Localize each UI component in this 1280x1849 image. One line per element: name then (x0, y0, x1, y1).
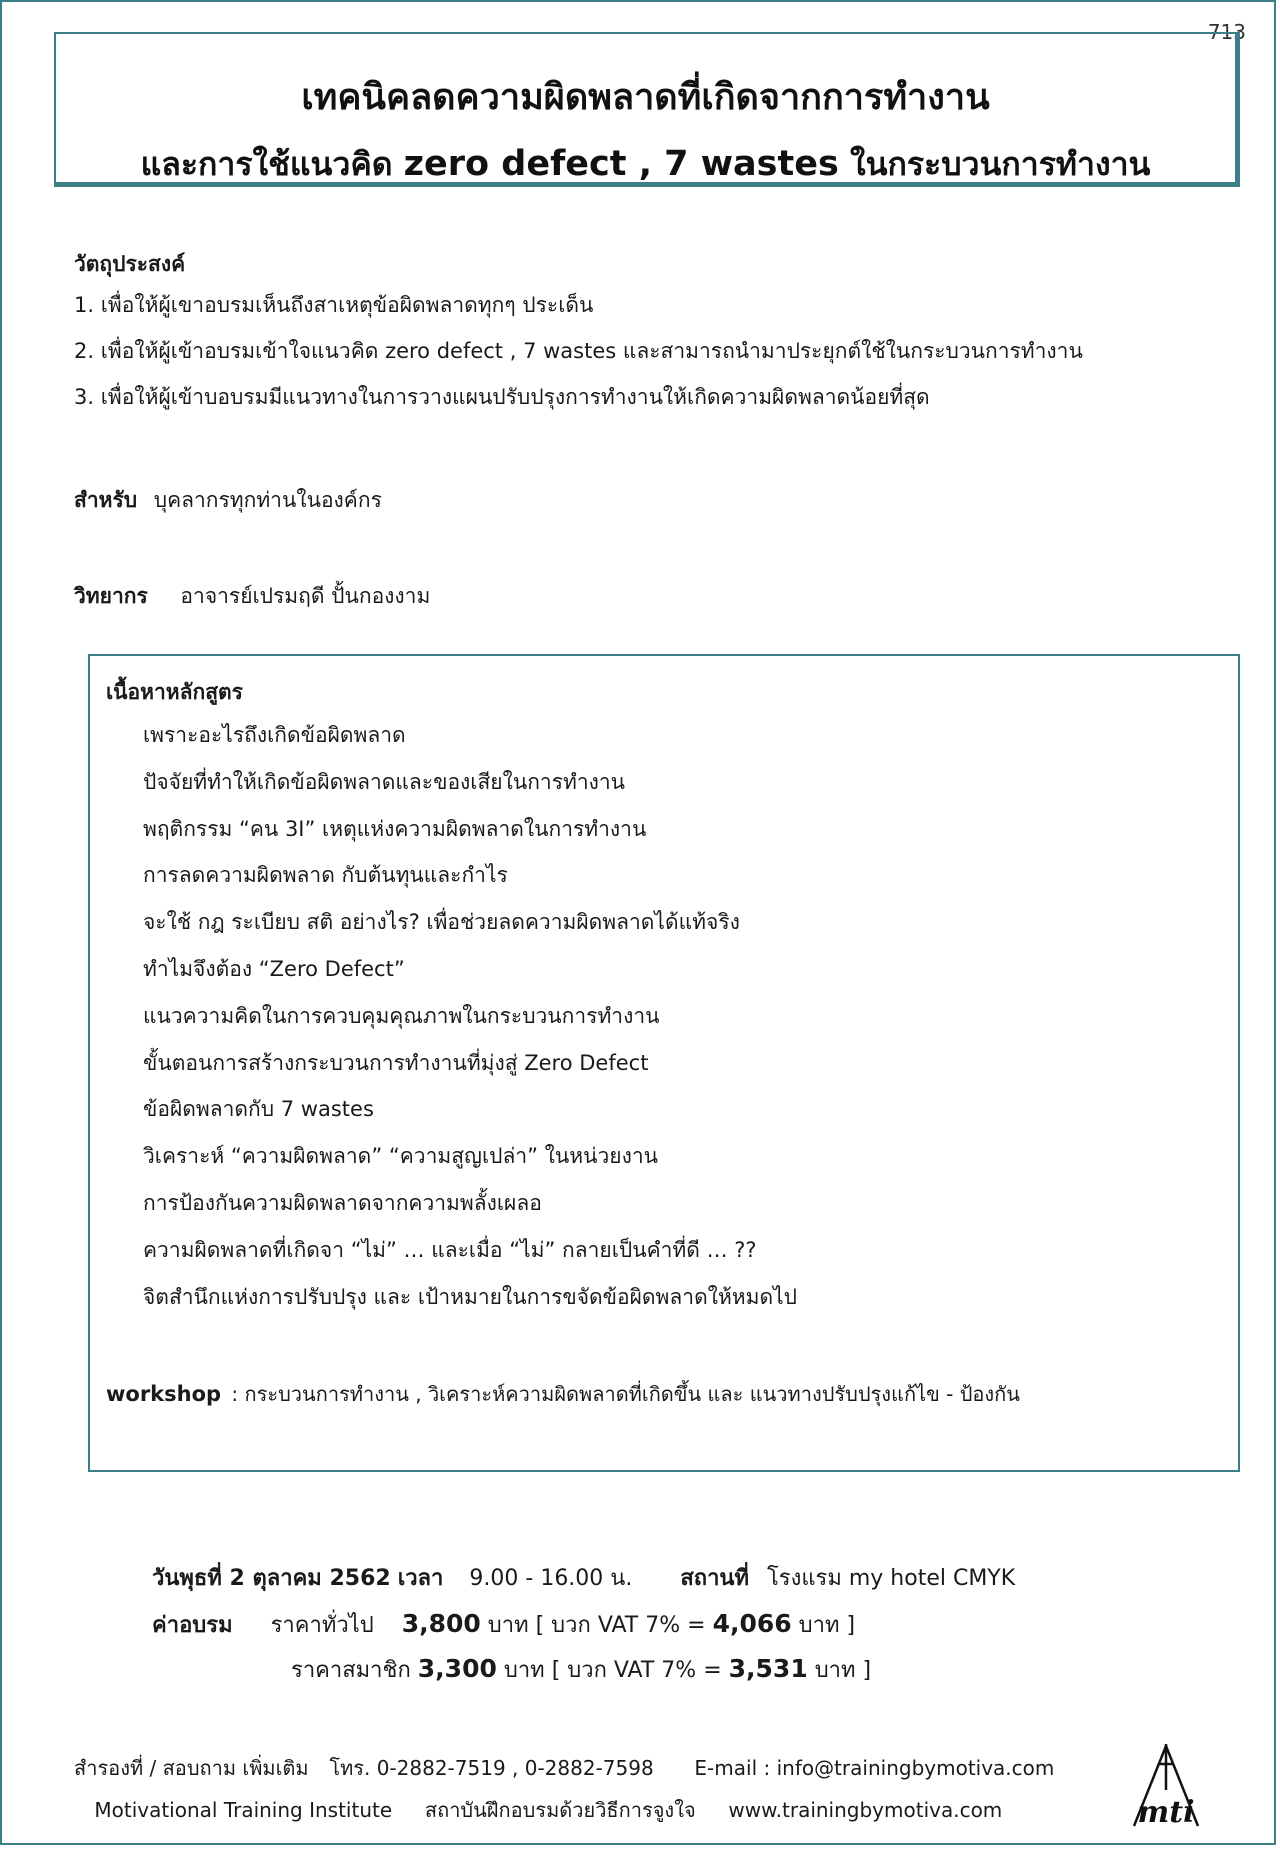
subtitle-prefix: และการใช้แนวคิด (140, 145, 393, 183)
objective-item: 2. เพื่อให้ผู้เข้าอบรมเข้าใจแนวคิด zero defect , 7 wastes และสามารถนำมาประยุกต์ใช้ในกระบวนการทำงาน (74, 339, 1083, 363)
page-title: เทคนิคลดความผิดพลาดที่เกิดจากการทำงาน (301, 77, 990, 118)
list-item: เพราะอะไรถึงเกิดข้อผิดพลาด (143, 723, 406, 747)
list-item: ความผิดพลาดที่เกิดจา “ไม่” … และเมื่อ “ไม่” กลายเป็นคำที่ดี … ?? (143, 1237, 757, 1262)
general-price: 3,800 (401, 1609, 481, 1638)
member-price-label: ราคาสมาชิก (291, 1658, 411, 1683)
list-item: จะใช้ กฎ ระเบียบ สติ อย่างไร? เพื่อช่วยลดความผิดพลาดได้แท้จริง (143, 910, 740, 935)
baht-unit: บาท (487, 1613, 529, 1638)
footer (74, 1754, 1054, 1838)
organization-row (74, 1796, 1054, 1838)
email-link[interactable]: E-mail : info@trainingbymotiva.com (694, 1756, 1055, 1780)
org-name-english: Motivational Training Institute (94, 1798, 393, 1822)
schedule-block (152, 1564, 1015, 1699)
list-item: ทำไมจึงต้อง “Zero Defect” (143, 956, 405, 981)
title-box (54, 32, 1240, 187)
website-link[interactable]: www.trainingbymotiva.com (728, 1798, 1003, 1822)
date-label: วันพุธที่ 2 ตุลาคม 2562 (152, 1566, 391, 1591)
member-price: 3,300 (417, 1654, 497, 1683)
vat-open: [ บวก VAT 7% = (535, 1613, 706, 1638)
course-content-list (143, 721, 797, 1329)
objectives-list (74, 292, 1083, 430)
subtitle-suffix: ในกระบวนการทำงาน (849, 145, 1151, 183)
venue-label: สถานที่ (680, 1566, 749, 1591)
course-content-heading: เนื้อหาหลักสูตร (106, 680, 243, 704)
audience-label: สำหรับ (74, 488, 138, 512)
close-bracket: บาท ] (798, 1613, 856, 1638)
list-item: การลดความผิดพลาด กับต้นทุนและกำไร (143, 863, 508, 888)
time-value: 9.00 - 16.00 น. (469, 1566, 633, 1591)
page-number: 713 (1202, 20, 1252, 44)
phone-numbers: โทร. 0-2882-7519 , 0-2882-7598 (329, 1756, 654, 1780)
workshop-line (106, 1378, 1020, 1410)
list-item: ข้อผิดพลาดกับ 7 wastes (143, 1097, 374, 1122)
workshop-text: : กระบวนการทำงาน , วิเคราะห์ความผิดพลาดที่เกิดขึ้น และ แนวทางปรับปรุงแก้ไข - ป้องกัน (231, 1382, 1020, 1406)
fee-label: ค่าอบรม (152, 1613, 233, 1638)
list-item: ขั้นตอนการสร้างกระบวนการทำงานที่มุ่งสู่ Zero Defect (143, 1050, 649, 1075)
close-bracket: บาท ] (814, 1658, 872, 1683)
reserve-label: สำรองที่ / สอบถาม เพิ่มเติม (74, 1756, 309, 1780)
venue-value: โรงแรม my hotel CMYK (766, 1566, 1016, 1591)
general-price-label: ราคาทั่วไป (270, 1613, 374, 1638)
mti-logo-icon (1128, 1742, 1204, 1830)
date-venue-row (152, 1564, 1015, 1609)
objectives-heading: วัตถุประสงค์ (74, 252, 186, 276)
list-item: แนวความคิดในการควบคุมคุณภาพในกระบวนการทำงาน (143, 1003, 660, 1028)
list-item: การป้องกันความผิดพลาดจากความพลั้งเผลอ (143, 1190, 542, 1215)
list-item: ปัจจัยที่ทำให้เกิดข้อผิดพลาดและของเสียในการทำงาน (143, 769, 626, 794)
objective-item: 3. เพื่อให้ผู้เข้าบอบรมมีแนวทางในการวางแผนปรับปรุงการทำงานให้เกิดความผิดพลาดน้อยที่สุด (74, 385, 930, 409)
member-price-row (152, 1654, 1015, 1699)
audience-value: บุคลากรทุกท่านในองค์กร (153, 488, 382, 512)
subtitle-english: zero defect , 7 wastes (403, 144, 839, 184)
audience-line (74, 484, 382, 517)
speaker-line (74, 580, 430, 613)
list-item: พฤติกรรม “คน 3I” เหตุแห่งความผิดพลาดในการทำงาน (143, 816, 647, 841)
general-price-row (152, 1609, 1015, 1654)
vat-open: [ บวก VAT 7% = (551, 1658, 722, 1683)
time-label: เวลา (397, 1566, 444, 1591)
workshop-label: workshop (106, 1382, 222, 1406)
baht-unit: บาท (503, 1658, 545, 1683)
speaker-value: อาจารย์เปรมฤดี ปั้นกองงาม (180, 584, 431, 608)
member-vat-price: 3,531 (728, 1654, 808, 1683)
logo-text: mti (1137, 1795, 1195, 1830)
course-content-box (88, 654, 1240, 1472)
speaker-label: วิทยากร (74, 584, 148, 608)
list-item: จิตสำนึกแห่งการปรับปรุง และ เป้าหมายในการขจัดข้อผิดพลาดให้หมดไป (143, 1284, 798, 1309)
org-name-thai: สถาบันฝึกอบรมด้วยวิธีการจูงใจ (424, 1798, 696, 1822)
page-subtitle (56, 139, 1235, 190)
contact-row (74, 1754, 1054, 1796)
objective-item: 1. เพื่อให้ผู้เขาอบรมเห็นถึงสาเหตุข้อผิดพลาดทุกๆ ประเด็น (74, 293, 594, 317)
list-item: วิเคราะห์ “ความผิดพลาด” “ความสูญเปล่า” ในหน่วยงาน (143, 1144, 658, 1169)
general-vat-price: 4,066 (712, 1609, 792, 1638)
